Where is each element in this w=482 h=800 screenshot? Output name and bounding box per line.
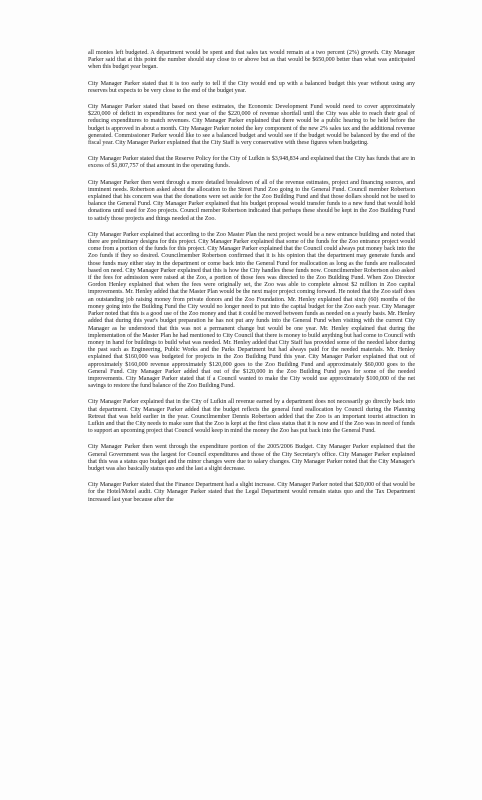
paragraph-4: City Manager Parker stated that the Reserve Policy for the City of Lufkin is $3,948,834 and explained that the City has funds that are in excess of $1,807,757 of that amount in the operating funds. [88, 156, 415, 170]
document-body [88, 50, 415, 513]
paragraph-8: City Manager Parker then went through the expenditure portion of the 2005/2006 Budget. City Manager Parker explained that the General Government was the largest for Council expenditures and those of the City Secretary's office. City Manager Parker explained that this was a status quo budget and the minor changes were due to salary changes. City Manager Parker noted that the City Manager's budget was also basically status quo and the last a slight decrease. [88, 444, 415, 472]
paragraph-6: City Manager Parker explained that according to the Zoo Master Plan the next project would be a new entrance building and noted that there are preliminary designs for this project. City Manager Parker explained that some of the funds for the Zoo entrance project would come from a portion of the funds for this project. City Manager Parker explained that the Council could always put money back into the Zoo funds if they so desired. Councilmember Robertson confirmed that it is his opinion that the department may generate funds and those funds may either stay in the department or come back into the General Fund for reallocation as long as the funds are reallocated based on need. City Manager Parker explained that this is how the City handles these funds now. Councilmember Robertson also asked if the fees for admission were raised at the Zoo, a portion of those fees was directed to the Zoo Building Fund. When Zoo Director Gordon Henley explained that when the fees were originally set, the Zoo was able to complete almost $2 million in Zoo capital improvements. Mr. Henley added that the Master Plan would be the next major project coming forward. He noted that the Zoo staff does an outstanding job raising money from private donors and the Zoo Foundation. Mr. Henley explained that sixty (60) months of the money going into the Building Fund the City would no longer need to put into the capital budget for the Zoo each year. City Manager Parker noted that this is a good use of the Zoo money and that it could be moved between funds as needed on a yearly basis. Mr. Henley added that during this year's budget preparation he has not put any funds into the General Fund when visiting with the current City Manager as he understood that this was not a permanent change but would be one year. Mr. Henley explained that during the implementation of the Master Plan he had mentioned to City Council that there is money to build anything but had come to Council with money in hand for buildings to build what was needed. Mr. Henley added that City Staff has provided some of the needed labor during the past such as Engineering, Public Works and the Parks Department but had always paid for the needed materials. Mr. Henley explained that $160,000 was budgeted for projects in the Zoo Building Fund this year. City Manager Parker explained that out of approximately $160,000 revenue approximately $120,000 goes to the Zoo Building Fund and approximately $60,000 goes to the General Fund. City Manager Parker added that out of the $120,000 in the Zoo Building Fund pays for some of the needed improvements. City Manager Parker stated that if a Council wanted to make the City would use approximately $100,000 of the net savings to restore the fund balance of the Zoo Building Fund. [88, 231, 415, 390]
paragraph-2: City Manager Parker stated that it is too early to tell if the City would end up with a balanced budget this year without using any reserves but expects to be very close to the end of the budget year. [88, 80, 415, 94]
paragraph-5: City Manager Parker then went through a more detailed breakdown of all of the revenue estimates, project and financing sources, and imminent needs. Robertson asked about the allocation to the Street Fund Zoo going to the General Fund. Council member Robertson explained that his concern was that the donations were set aside for the Zoo Building Fund and that those dollars should not be used to balance the General Fund. City Manager Parker explained that his budget proposal would transfer funds to a new fund that would hold donations until used for Zoo projects. Council member Robertson indicated that perhaps these should be kept in the Zoo Building Fund to satisfy those projects and things needed at the Zoo. [88, 179, 415, 222]
paragraph-1: all monies left budgeted. A department would be spent and that sales tax would remain at a two percent (2%) growth. City Manager Parker said that at this point the number should stay close to or above but as that would be $650,000 better than what was anticipated when this budget year began. [88, 50, 415, 71]
paragraph-7: City Manager Parker explained that in the City of Lufkin all revenue earned by a department does not necessarily go directly back into that department. City Manager Parker added that the budget reflects the general fund reallocation by Council during the Planning Retreat that was held earlier in the year. Councilmember Dennis Robertson added that the Zoo is an important tourist attraction in Lufkin and that the City needs to make sure that the Zoo is kept at the first class status that it is now and if the Zoo was in need of funds to support an upcoming project that Council would keep in mind the money the Zoo has put back into the General Fund. [88, 399, 415, 435]
paragraph-9: City Manager Parker stated that the Finance Department had a slight increase. City Manager Parker noted that $20,000 of that would be for the Hotel/Motel audit. City Manager Parker stated that the Legal Department would remain status quo and the Tax Department increased last year because after the [88, 482, 415, 503]
paragraph-3: City Manager Parker stated that based on these estimates, the Economic Development Fund would need to cover approximately $220,000 of deficit in expenditures for next year of the $220,000 of revenue shortfall until the City was able to reach their goal of reducing expenditures to match revenues. City Manager Parker explained that there would be a public hearing to be held before the budget is approved in about a month. City Manager Parker noted the key component of the new 2% sales tax and the additional revenue generated. Commissioner Parker would like to see a balanced budget and would see if the budget would be balanced by the end of the fiscal year. City Manager Parker explained that the City Staff is very conservative with these figures when budgeting. [88, 104, 415, 147]
